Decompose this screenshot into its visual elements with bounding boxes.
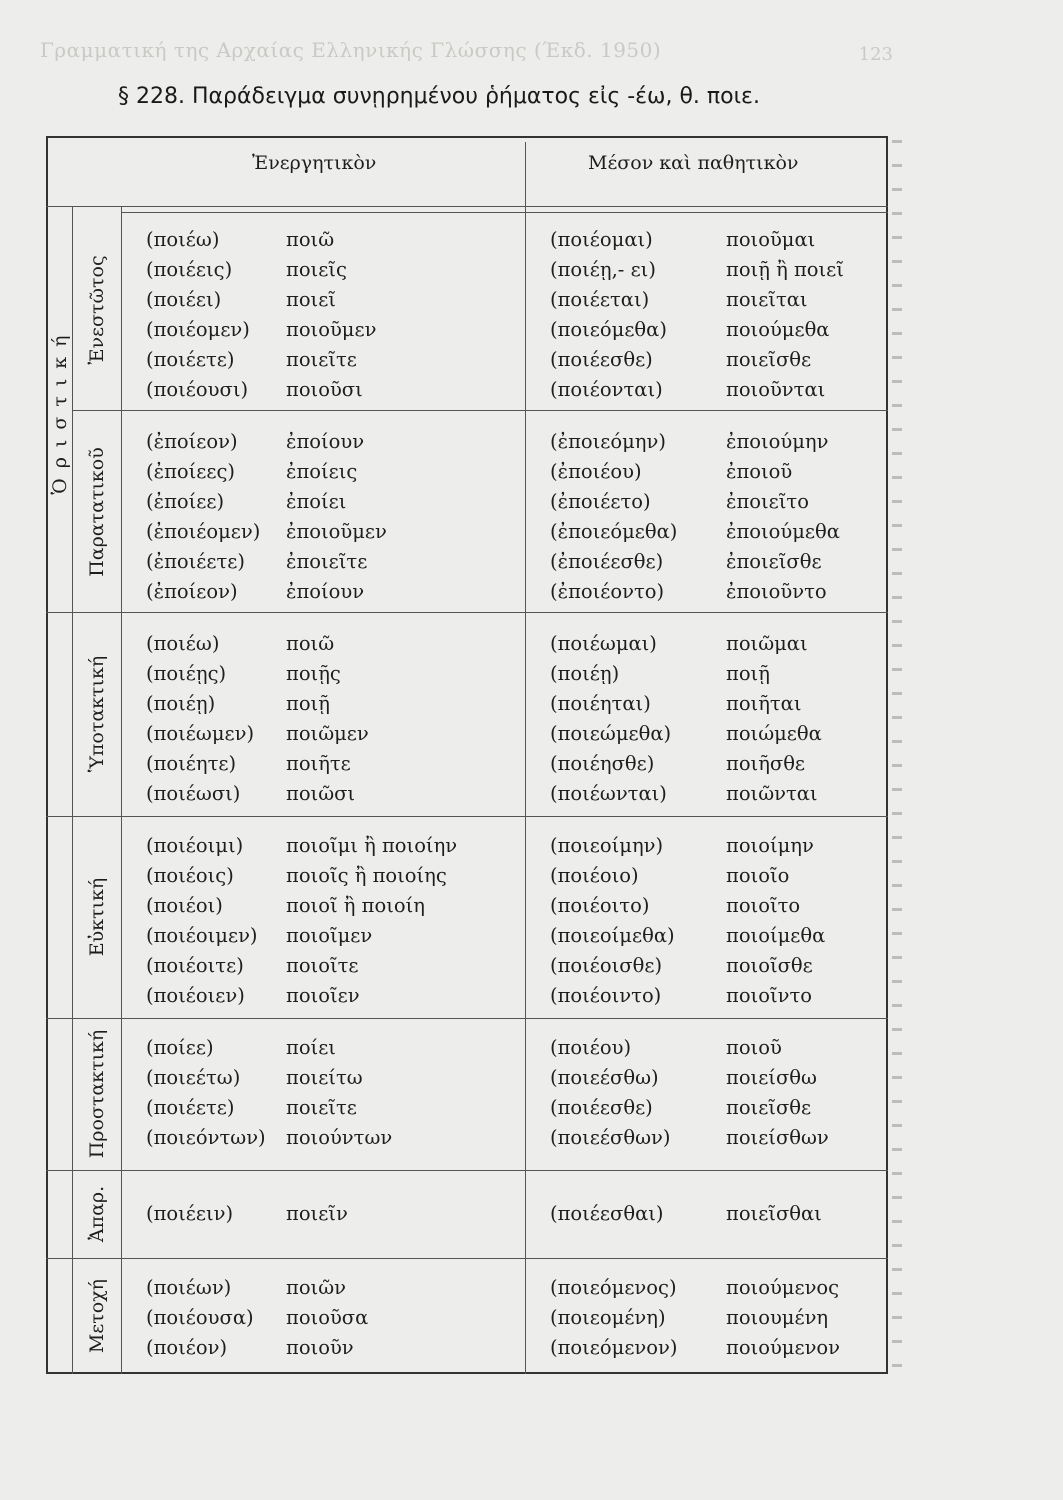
uncontracted-active: (ποιέῃς) — [146, 662, 227, 685]
contracted-middle: ἐποιεῖτο — [726, 490, 809, 513]
contracted-active: ποιεῖ — [286, 288, 336, 311]
uncontracted-middle: (ποιέεσθαι) — [550, 1202, 664, 1225]
contracted-middle: ἐποιούμεθα — [726, 520, 840, 543]
uncontracted-middle: (ποιέηται) — [550, 692, 651, 715]
divider-header — [46, 206, 888, 207]
uncontracted-middle: (ποιεέσθων) — [550, 1126, 671, 1149]
contracted-middle: ποιοῖσθε — [726, 954, 813, 977]
tense-label-present: Ἐνεστῶτος — [86, 255, 108, 365]
uncontracted-middle: (ποιέεσθε) — [550, 348, 653, 371]
contracted-middle: ποιοῖντο — [726, 984, 812, 1007]
column-header-middle-passive: Μέσον καὶ παθητικὸν — [588, 152, 799, 174]
contracted-middle: ποιουμένη — [726, 1306, 829, 1329]
contracted-active: ἐποιοῦμεν — [286, 520, 387, 543]
uncontracted-active: (ποιέω) — [146, 228, 220, 251]
mood-label-subjunctive: Ὑποτακτική — [86, 655, 108, 773]
contracted-middle: ποιούμενος — [726, 1276, 840, 1299]
divider-optative-imperative — [46, 1018, 888, 1019]
contracted-middle: ποιοίμην — [726, 834, 814, 857]
uncontracted-active: (ποιέουσι) — [146, 378, 249, 401]
uncontracted-middle: (ποιεοίμεθα) — [550, 924, 675, 947]
contracted-active: ποιῆτε — [286, 752, 351, 775]
uncontracted-active: (ποιέοις) — [146, 864, 234, 887]
contracted-active: ποιοῖμεν — [286, 924, 373, 947]
divider-tense-column — [121, 206, 122, 1374]
uncontracted-middle: (ποιέονται) — [550, 378, 663, 401]
uncontracted-active: (ποιέοιτε) — [146, 954, 244, 977]
uncontracted-active: (ἐποίεε) — [146, 490, 225, 513]
section-heading: § 228. Παράδειγμα συνῃρημένου ῥήματος εἰς -έω, θ. ποιε. — [118, 84, 760, 109]
divider-indicative-subjunctive — [46, 612, 888, 613]
contracted-active: ποιείτω — [286, 1066, 363, 1089]
uncontracted-active: (ποιέοιεν) — [146, 984, 245, 1007]
uncontracted-middle: (ἐποιέου) — [550, 460, 642, 483]
ghost-page-number: 123 — [858, 44, 893, 65]
contracted-middle: ποιῶμαι — [726, 632, 808, 655]
contracted-active: ποιεῖς — [286, 258, 347, 281]
contracted-active: ποιοῦσα — [286, 1306, 369, 1329]
uncontracted-active: (ποιέοιμεν) — [146, 924, 258, 947]
uncontracted-active: (ποιεέτω) — [146, 1066, 241, 1089]
uncontracted-middle: (ποιεόμεθα) — [550, 318, 667, 341]
contracted-active: ποιοῖμι ἢ ποιοίην — [286, 834, 458, 857]
contracted-active: ποιοῖτε — [286, 954, 359, 977]
contracted-active: ποιῇς — [286, 662, 341, 685]
contracted-active: ποιεῖτε — [286, 1096, 357, 1119]
contracted-active: ἐποίει — [286, 490, 347, 513]
contracted-middle: ποιοῦνται — [726, 378, 826, 401]
contracted-active: ποιεῖτε — [286, 348, 357, 371]
uncontracted-active: (ἐποίεον) — [146, 580, 238, 603]
uncontracted-middle: (ποιέησθε) — [550, 752, 655, 775]
uncontracted-middle: (ποιέου) — [550, 1036, 632, 1059]
uncontracted-active: (ποιέοι) — [146, 894, 223, 917]
uncontracted-active: (ποιέωμεν) — [146, 722, 255, 745]
contracted-middle: ποιεῖται — [726, 288, 808, 311]
contracted-active: ποιοῖς ἢ ποιοίης — [286, 864, 447, 887]
contracted-active: ποιοῦμεν — [286, 318, 377, 341]
contracted-active: ποιῶσι — [286, 782, 356, 805]
contracted-middle: ποιείσθων — [726, 1126, 829, 1149]
uncontracted-middle: (ἐποιεόμεθα) — [550, 520, 678, 543]
uncontracted-middle: (ποιέοισθε) — [550, 954, 663, 977]
uncontracted-middle: (ποιέομαι) — [550, 228, 653, 251]
divider-mood-column — [72, 206, 73, 1374]
uncontracted-middle: (ποιέοιτο) — [550, 894, 650, 917]
contracted-active: ἐποίουν — [286, 580, 365, 603]
divider-voice-column — [525, 142, 526, 1374]
uncontracted-middle: (ποιεόμενος) — [550, 1276, 677, 1299]
uncontracted-active: (ποιέετε) — [146, 348, 235, 371]
contracted-active: ποιῶν — [286, 1276, 346, 1299]
contracted-middle: ποιεῖσθαι — [726, 1202, 822, 1225]
uncontracted-active: (ἐποίεες) — [146, 460, 236, 483]
uncontracted-active: (ποιέητε) — [146, 752, 237, 775]
page-edge-shadow — [892, 140, 902, 1380]
uncontracted-middle: (ποιεοίμην) — [550, 834, 664, 857]
contracted-middle: ποιοίμεθα — [726, 924, 826, 947]
contracted-middle: ποιῇ — [726, 662, 770, 685]
contracted-middle: ποιῇ ἢ ποιεῖ — [726, 258, 844, 281]
uncontracted-active: (ποιέειν) — [146, 1202, 234, 1225]
mood-label-imperative: Προστακτική — [86, 1029, 108, 1159]
divider-header-inner — [121, 212, 888, 213]
contracted-middle: ποιοῖτο — [726, 894, 801, 917]
uncontracted-active: (ποιέοιμι) — [146, 834, 244, 857]
uncontracted-middle: (ποιέωμαι) — [550, 632, 657, 655]
divider-subjunctive-optative — [46, 816, 888, 817]
uncontracted-middle: (ποιεομένη) — [550, 1306, 666, 1329]
uncontracted-active: (ποιέω) — [146, 632, 220, 655]
contracted-middle: ἐποιοῦντο — [726, 580, 827, 603]
uncontracted-middle: (ποιέῃ,- ει) — [550, 258, 656, 281]
contracted-middle: ποιούμεθα — [726, 318, 830, 341]
uncontracted-active: (ποιέει) — [146, 288, 222, 311]
contracted-middle: ἐποιούμην — [726, 430, 829, 453]
uncontracted-middle: (ἐποιεόμην) — [550, 430, 666, 453]
contracted-middle: ποιοῦ — [726, 1036, 782, 1059]
contracted-middle: ποιοῖο — [726, 864, 790, 887]
uncontracted-active: (ποιέουσα) — [146, 1306, 254, 1329]
mood-label-indicative: Ὁριστική — [49, 325, 71, 495]
contracted-middle: ποιῶνται — [726, 782, 818, 805]
contracted-active: ἐποιεῖτε — [286, 550, 368, 573]
tense-label-imperfect: Παρατατικοῦ — [86, 447, 108, 577]
uncontracted-active: (ἐποίεον) — [146, 430, 238, 453]
mood-label-participle: Μετοχή — [86, 1278, 108, 1354]
uncontracted-active: (ποιέον) — [146, 1336, 228, 1359]
uncontracted-middle: (ποιέεσθε) — [550, 1096, 653, 1119]
contracted-middle: ποιῆσθε — [726, 752, 806, 775]
uncontracted-active: (ἐποιέομεν) — [146, 520, 261, 543]
uncontracted-middle: (ποιέωνται) — [550, 782, 667, 805]
uncontracted-active: (ποίεε) — [146, 1036, 214, 1059]
uncontracted-middle: (ποιεέσθω) — [550, 1066, 659, 1089]
contracted-middle: ποιοῦμαι — [726, 228, 816, 251]
contracted-active: ποιοῖεν — [286, 984, 360, 1007]
contracted-active: ποιοῦν — [286, 1336, 354, 1359]
contracted-active: ποιῇ — [286, 692, 330, 715]
contracted-active: ποιούντων — [286, 1126, 393, 1149]
contracted-active: ποιῶμεν — [286, 722, 369, 745]
mood-label-infinitive: Ἀπαρ. — [86, 1185, 108, 1243]
uncontracted-middle: (ἐποιέετο) — [550, 490, 651, 513]
uncontracted-active: (ποιέομεν) — [146, 318, 250, 341]
uncontracted-middle: (ποιέοιο) — [550, 864, 639, 887]
contracted-middle: ποιούμενον — [726, 1336, 841, 1359]
contracted-middle: ἐποιεῖσθε — [726, 550, 822, 573]
contracted-active: ποιοῖ ἢ ποιοίη — [286, 894, 425, 917]
contracted-middle: ποιεῖσθε — [726, 1096, 812, 1119]
uncontracted-middle: (ποιέῃ) — [550, 662, 620, 685]
contracted-active: ποιῶ — [286, 228, 335, 251]
uncontracted-middle: (ποιέεται) — [550, 288, 650, 311]
contracted-active: ποιοῦσι — [286, 378, 363, 401]
uncontracted-active: (ἐποιέετε) — [146, 550, 245, 573]
column-header-active: Ἐνεργητικὸν — [252, 152, 377, 174]
uncontracted-middle: (ποιεώμεθα) — [550, 722, 672, 745]
contracted-middle: ποιῆται — [726, 692, 802, 715]
divider-imperative-infinitive — [46, 1170, 888, 1171]
contracted-active: ποιεῖν — [286, 1202, 348, 1225]
contracted-active: ποίει — [286, 1036, 336, 1059]
mood-label-optative: Εὐκτική — [86, 877, 108, 957]
ghost-header: Γραμματική της Αρχαίας Ελληνικής Γλώσσης (Έκδ. 1950) — [40, 38, 662, 62]
contracted-middle: ποιεῖσθε — [726, 348, 812, 371]
uncontracted-middle: (ἐποιέεσθε) — [550, 550, 664, 573]
divider-present-imperfect — [72, 410, 888, 411]
uncontracted-middle: (ποιεόμενον) — [550, 1336, 678, 1359]
divider-infinitive-participle — [46, 1258, 888, 1259]
uncontracted-middle: (ποιέοιντο) — [550, 984, 662, 1007]
uncontracted-active: (ποιέων) — [146, 1276, 232, 1299]
contracted-active: ποιῶ — [286, 632, 335, 655]
contracted-middle: ποιώμεθα — [726, 722, 822, 745]
uncontracted-active: (ποιέωσι) — [146, 782, 241, 805]
uncontracted-active: (ποιέεις) — [146, 258, 233, 281]
uncontracted-active: (ποιεόντων) — [146, 1126, 266, 1149]
contracted-active: ἐποίουν — [286, 430, 365, 453]
uncontracted-middle: (ἐποιέοντο) — [550, 580, 665, 603]
uncontracted-active: (ποιέῃ) — [146, 692, 216, 715]
contracted-middle: ἐποιοῦ — [726, 460, 793, 483]
contracted-active: ἐποίεις — [286, 460, 358, 483]
uncontracted-active: (ποιέετε) — [146, 1096, 235, 1119]
contracted-middle: ποιείσθω — [726, 1066, 817, 1089]
